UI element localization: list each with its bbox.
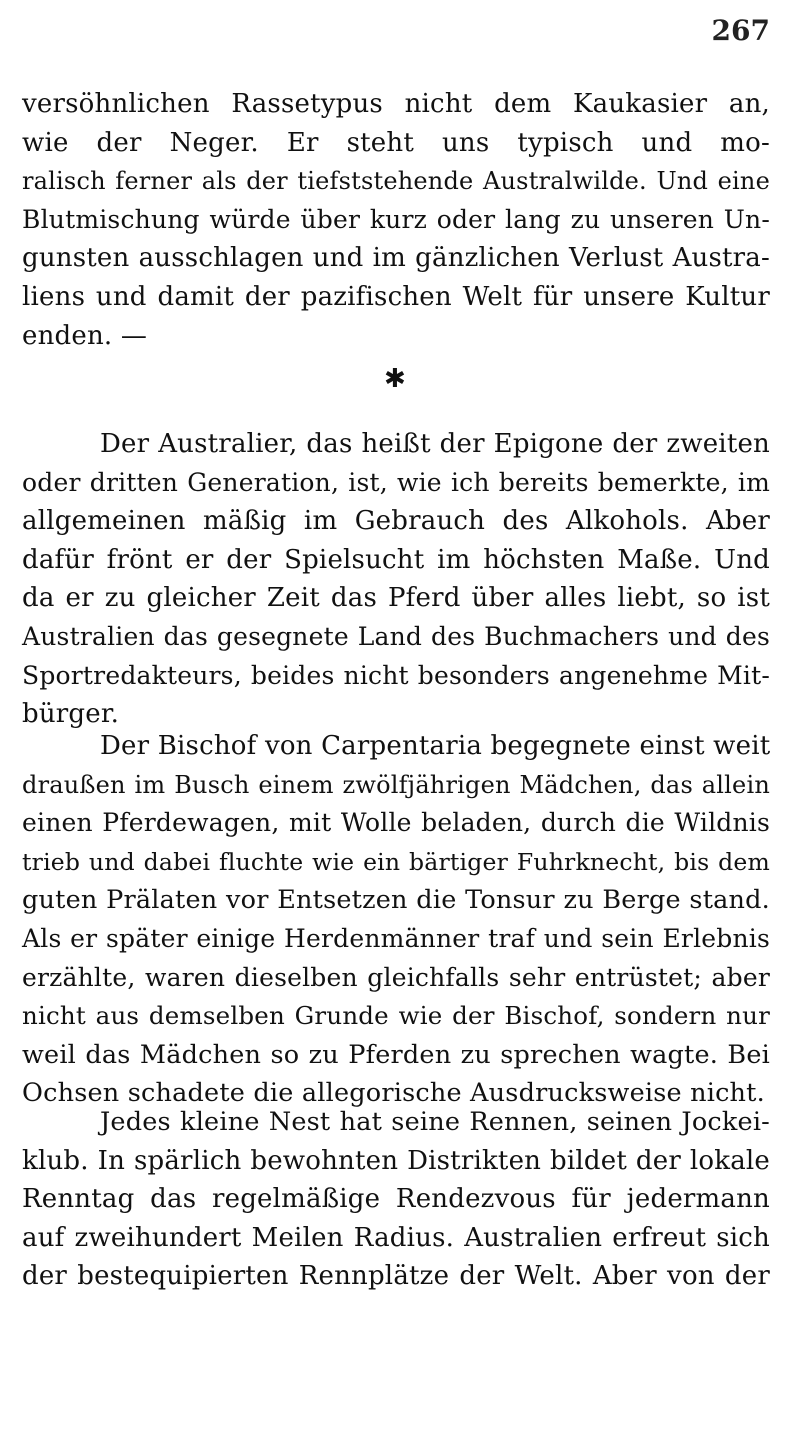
text-line: erzählte, waren dieselben gleichfalls sehr entrüstet; aber (22, 962, 770, 992)
text-line: trieb und dabei fluchte wie ein bärtiger Fuhrknecht, bis dem (22, 847, 770, 876)
text-line: gunsten ausschlagen und im gänzlichen Verlust Austra- (22, 243, 770, 274)
text-line: guten Prälaten vor Entsetzen die Tonsur zu Berge stand. (22, 885, 770, 916)
text-line: einen Pferdewagen, mit Wolle beladen, durch die Wildnis (22, 808, 770, 838)
text-line: Als er später einige Herdenmänner traf und sein Erlebnis (22, 923, 770, 953)
paragraph-2 (22, 425, 770, 734)
text-line: Sportredakteurs, beides nicht besonders angenehme Mit- (22, 660, 770, 690)
text-line: Der Australier, das heißt der Epigone der zweiten (100, 429, 770, 459)
text-line: nicht aus demselben Grunde wie der Bischof, sondern nur (22, 1001, 770, 1031)
text-line: ralisch ferner als der tiefststehende Australwilde. Und eine (22, 167, 770, 196)
text-line: bürger. (22, 699, 120, 730)
text-line: der bestequipierten Rennplätze der Welt. Aber von der (22, 1261, 770, 1292)
paragraph-3 (22, 727, 770, 1113)
paragraph-4 (22, 1103, 770, 1296)
text-line: auf zweihundert Meilen Radius. Australien erfreut sich (22, 1222, 770, 1253)
text-line: dafür frönt er der Spielsucht im höchsten Maße. Und (22, 544, 770, 575)
text-line: klub. In spärlich bewohnten Distrikten bildet der lokale (22, 1145, 770, 1176)
text-line: allgemeinen mäßig im Gebrauch des Alkohols. Aber (22, 506, 770, 537)
section-ornament: ✱ (384, 364, 406, 394)
text-line: da er zu gleicher Zeit das Pferd über alles liebt, so ist (22, 583, 770, 614)
text-line: Jedes kleine Nest hat seine Rennen, seinen Jockei- (100, 1107, 770, 1137)
text-line: enden. — (22, 320, 148, 351)
text-line: Ochsen schadete die allegorische Ausdrucksweise nicht. (22, 1078, 765, 1109)
text-line: wie der Neger. Er steht uns typisch und mo- (22, 127, 770, 158)
text-line: Blutmischung würde über kurz oder lang zu unseren Un- (22, 204, 770, 234)
paragraph-1 (22, 85, 770, 355)
page-number: 267 (711, 14, 770, 47)
text-line: oder dritten Generation, ist, wie ich bereits bemerkte, im (22, 467, 770, 497)
text-line: versöhnlichen Rassetypus nicht dem Kaukasier an, (22, 89, 770, 119)
text-line: Renntag das regelmäßige Rendezvous für jedermann (22, 1184, 770, 1215)
text-line: Der Bischof von Carpentaria begegnete einst weit (100, 731, 771, 761)
text-line: weil das Mädchen so zu Pferden zu sprechen wagte. Bei (22, 1039, 770, 1070)
text-line: Australien das gesegnete Land des Buchmachers und des (22, 621, 770, 651)
text-line: liens und damit der pazifischen Welt für unsere Kultur (22, 281, 770, 312)
text-line: draußen im Busch einem zwölfjährigen Mädchen, das allein (22, 770, 770, 799)
